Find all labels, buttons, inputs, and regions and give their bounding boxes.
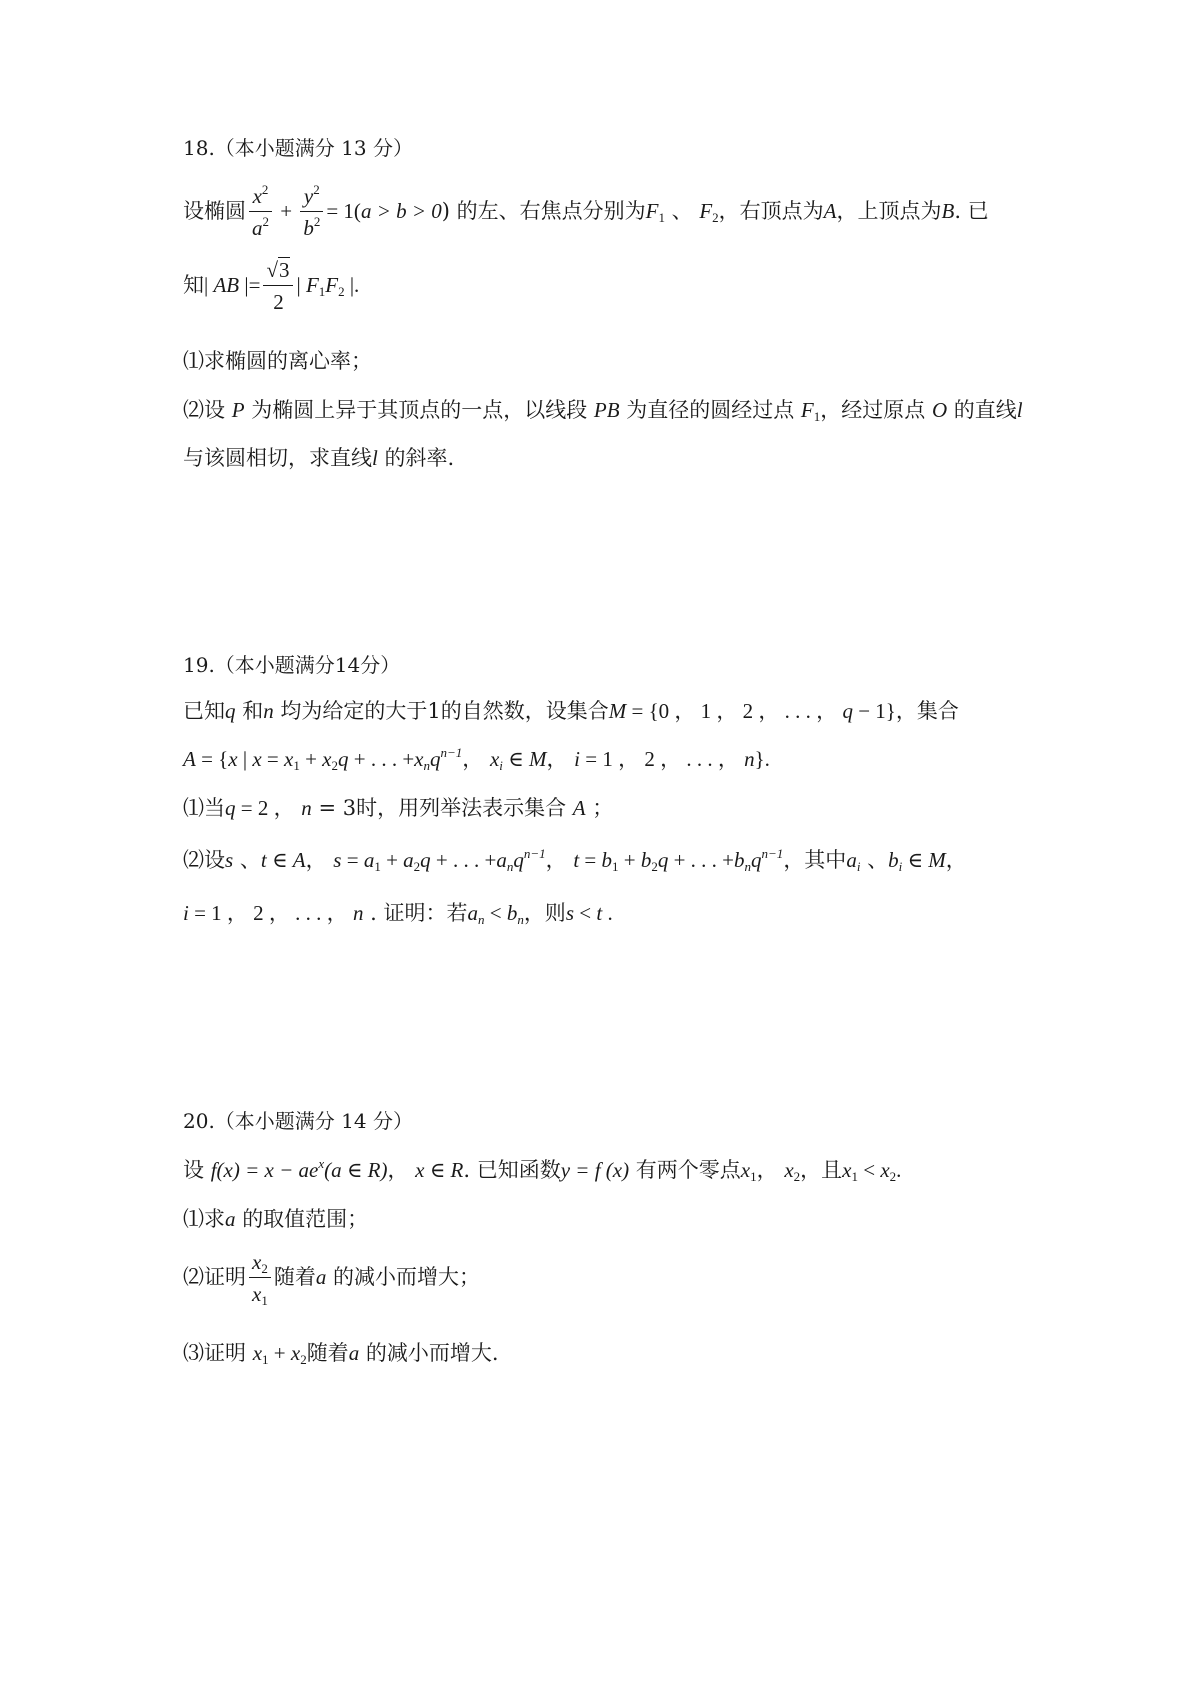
problem-18-header: 18.（本小题满分 13 分） [183, 136, 413, 160]
problem-20-statement: 设 $f(x) = x - ae^x(a$ ∈ R)， x ∈ R. 已知函数y = f (x) 有两个零点$x_1$， $x_2$，且$x_1 < x_2$. [183, 1156, 902, 1184]
fraction-y2-over-b2: $\frac{y^2}{b^2}$ [300, 186, 323, 239]
problem-18-statement-line-2: 知| AB |= $\frac{√3}{2}$ | $F_1F_2$ |. [183, 258, 360, 314]
problem-20-header: 20.（本小题满分 14 分） [183, 1109, 413, 1133]
problem-18-part-1: ⑴求椭圆的离心率； [183, 349, 372, 373]
fraction-x2-over-a2: $\frac{x^2}{a^2}$ [249, 186, 272, 239]
problem-20-part-3: ⑶证明 $x_1 + x_2$随着a 的减小而增大. [183, 1341, 499, 1367]
problem-19-statement-line-2: A = {x | $x = x_1 + x_2q$ + . . . $+x_nq^{n-1}$， $x_i$ ∈ M， i = 1 ， 2 ， . . . ， n}. [183, 745, 770, 773]
problem-20-part-2: ⑵证明 $\frac{x_2}{x_1}$ 随着a 的减小而增大； [183, 1250, 481, 1308]
problem-19-part-2-line-1: ⑵设s 、t ∈ A， $s = a_1 + a_2q$ + . . . $+a_nq^{n-1}$， $t = b_1 + b_2q$ + . . . $+b_nq^{n-1}$，其中$a_i$ 、$b_i$ ∈ M， [183, 846, 967, 874]
problem-18-part-2-line-2: 与该圆相切，求直线l 的斜率. [183, 446, 455, 470]
fraction-x2-over-x1: $\frac{x_2}{x_1}$ [249, 1252, 271, 1305]
problem-20-part-1: ⑴求a 的取值范围； [183, 1207, 369, 1231]
fraction-sqrt3-over-2: $\frac{√3}{2}$ [263, 260, 293, 313]
problem-19-part-2-line-2: i = 1 ， 2 ， . . . ， n . 证明：若$a_n < b_n$，则s < t . [183, 901, 613, 927]
problem-19-statement-line-1: 已知q 和n 均为给定的大于1的自然数，设集合M = {0 ， 1 ， 2 ， . . . ， q − 1}，集合 [183, 699, 959, 723]
problem-19-header: 19.（本小题满分14分） [183, 653, 401, 677]
problem-19-part-1: ⑴当q = 2 ， n = 3时，用列举法表示集合 A ； [183, 796, 614, 820]
problem-18-part-2-line-1: ⑵设 P 为椭圆上异于其顶点的一点，以线段 PB 为直径的圆经过点 $F_1$，经过原点 O 的直线l [183, 398, 1023, 424]
problem-18-statement-line-1: 设椭圆 $\frac{x^2}{a^2}$ + $\frac{y^2}{b^2}$ = 1(a > b > 0) 的左、右焦点分别为$F_1$ 、 $F_2$，右顶点为A，上顶点为B. 已 [183, 182, 989, 240]
